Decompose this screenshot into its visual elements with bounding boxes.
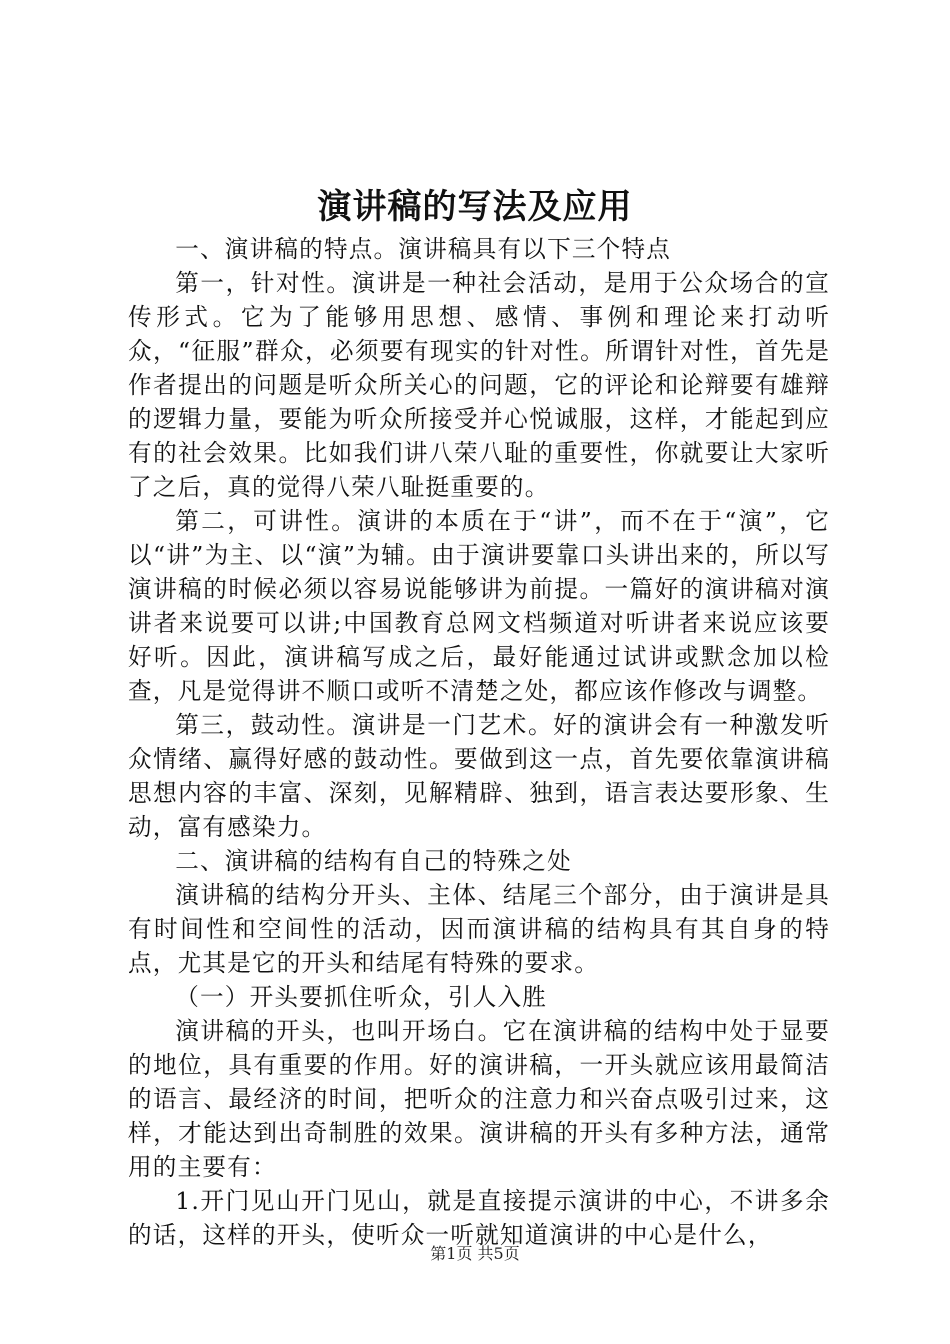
paragraph-subheading-opening: （一）开头要抓住听众，引人入胜: [175, 983, 548, 1011]
paragraph-point-1: 第一，针对性。演讲是一种社会活动，是用于公众场合的宣传形式。它为了能够用思想、感情、事例和理论来打动听众，“征服”群众，必须要有现实的针对性。所谓针对性，首先是作者提出的问题是听众所关心的问题，它的评论和论辩要有雄辩的逻辑力量，要能为听众所接受并心悦诚服，这样，才能起到应有的社会效果。比如我们讲八荣八耻的重要性，你就要让大家听了之后，真的觉得八荣八耻挺重要的。: [128, 269, 830, 501]
paragraph-structure: 演讲稿的结构分开头、主体、结尾三个部分，由于演讲是具有时间性和空间性的活动，因而演讲稿的结构具有其自身的特点，尤其是它的开头和结尾有特殊的要求。: [128, 881, 830, 977]
document-body: [128, 232, 830, 1252]
document-title: 演讲稿的写法及应用: [317, 187, 633, 227]
paragraph-section-2-heading: 二、演讲稿的结构有自己的特殊之处: [175, 847, 572, 875]
page-indicator: 第1页 共5页: [430, 1244, 520, 1263]
paragraph-point-3: 第三，鼓动性。演讲是一门艺术。好的演讲会有一种激发听众情绪、赢得好感的鼓动性。要做到这一点，首先要依靠演讲稿思想内容的丰富、深刻，见解精辟、独到，语言表达要形象、生动，富有感染力。: [128, 711, 830, 841]
paragraph-opening: 演讲稿的开头，也叫开场白。它在演讲稿的结构中处于显要的地位，具有重要的作用。好的演讲稿，一开头就应该用最简洁的语言、最经济的时间，把听众的注意力和兴奋点吸引过来，这样，才能达到出奇制胜的效果。演讲稿的开头有多种方法，通常用的主要有：: [128, 1017, 830, 1181]
paragraph-method-1: 1.开门见山开门见山，就是直接提示演讲的中心，不讲多余的话，这样的开头，使听众一听就知道演讲的中心是什么，: [128, 1187, 830, 1249]
paragraph-point-2: 第二，可讲性。演讲的本质在于“讲”，而不在于“演”，它以“讲”为主、以“演”为辅。由于演讲要靠口头讲出来的，所以写演讲稿的时候必须以容易说能够讲为前提。一篇好的演讲稿对演讲者来说要可以讲;中国教育总网文档频道对听讲者来说应该要好听。因此，演讲稿写成之后，最好能通过试讲或默念加以检查，凡是觉得讲不顺口或听不清楚之处，都应该作修改与调整。: [128, 507, 830, 705]
paragraph-section-1-heading: 一、演讲稿的特点。演讲稿具有以下三个特点: [175, 235, 672, 263]
